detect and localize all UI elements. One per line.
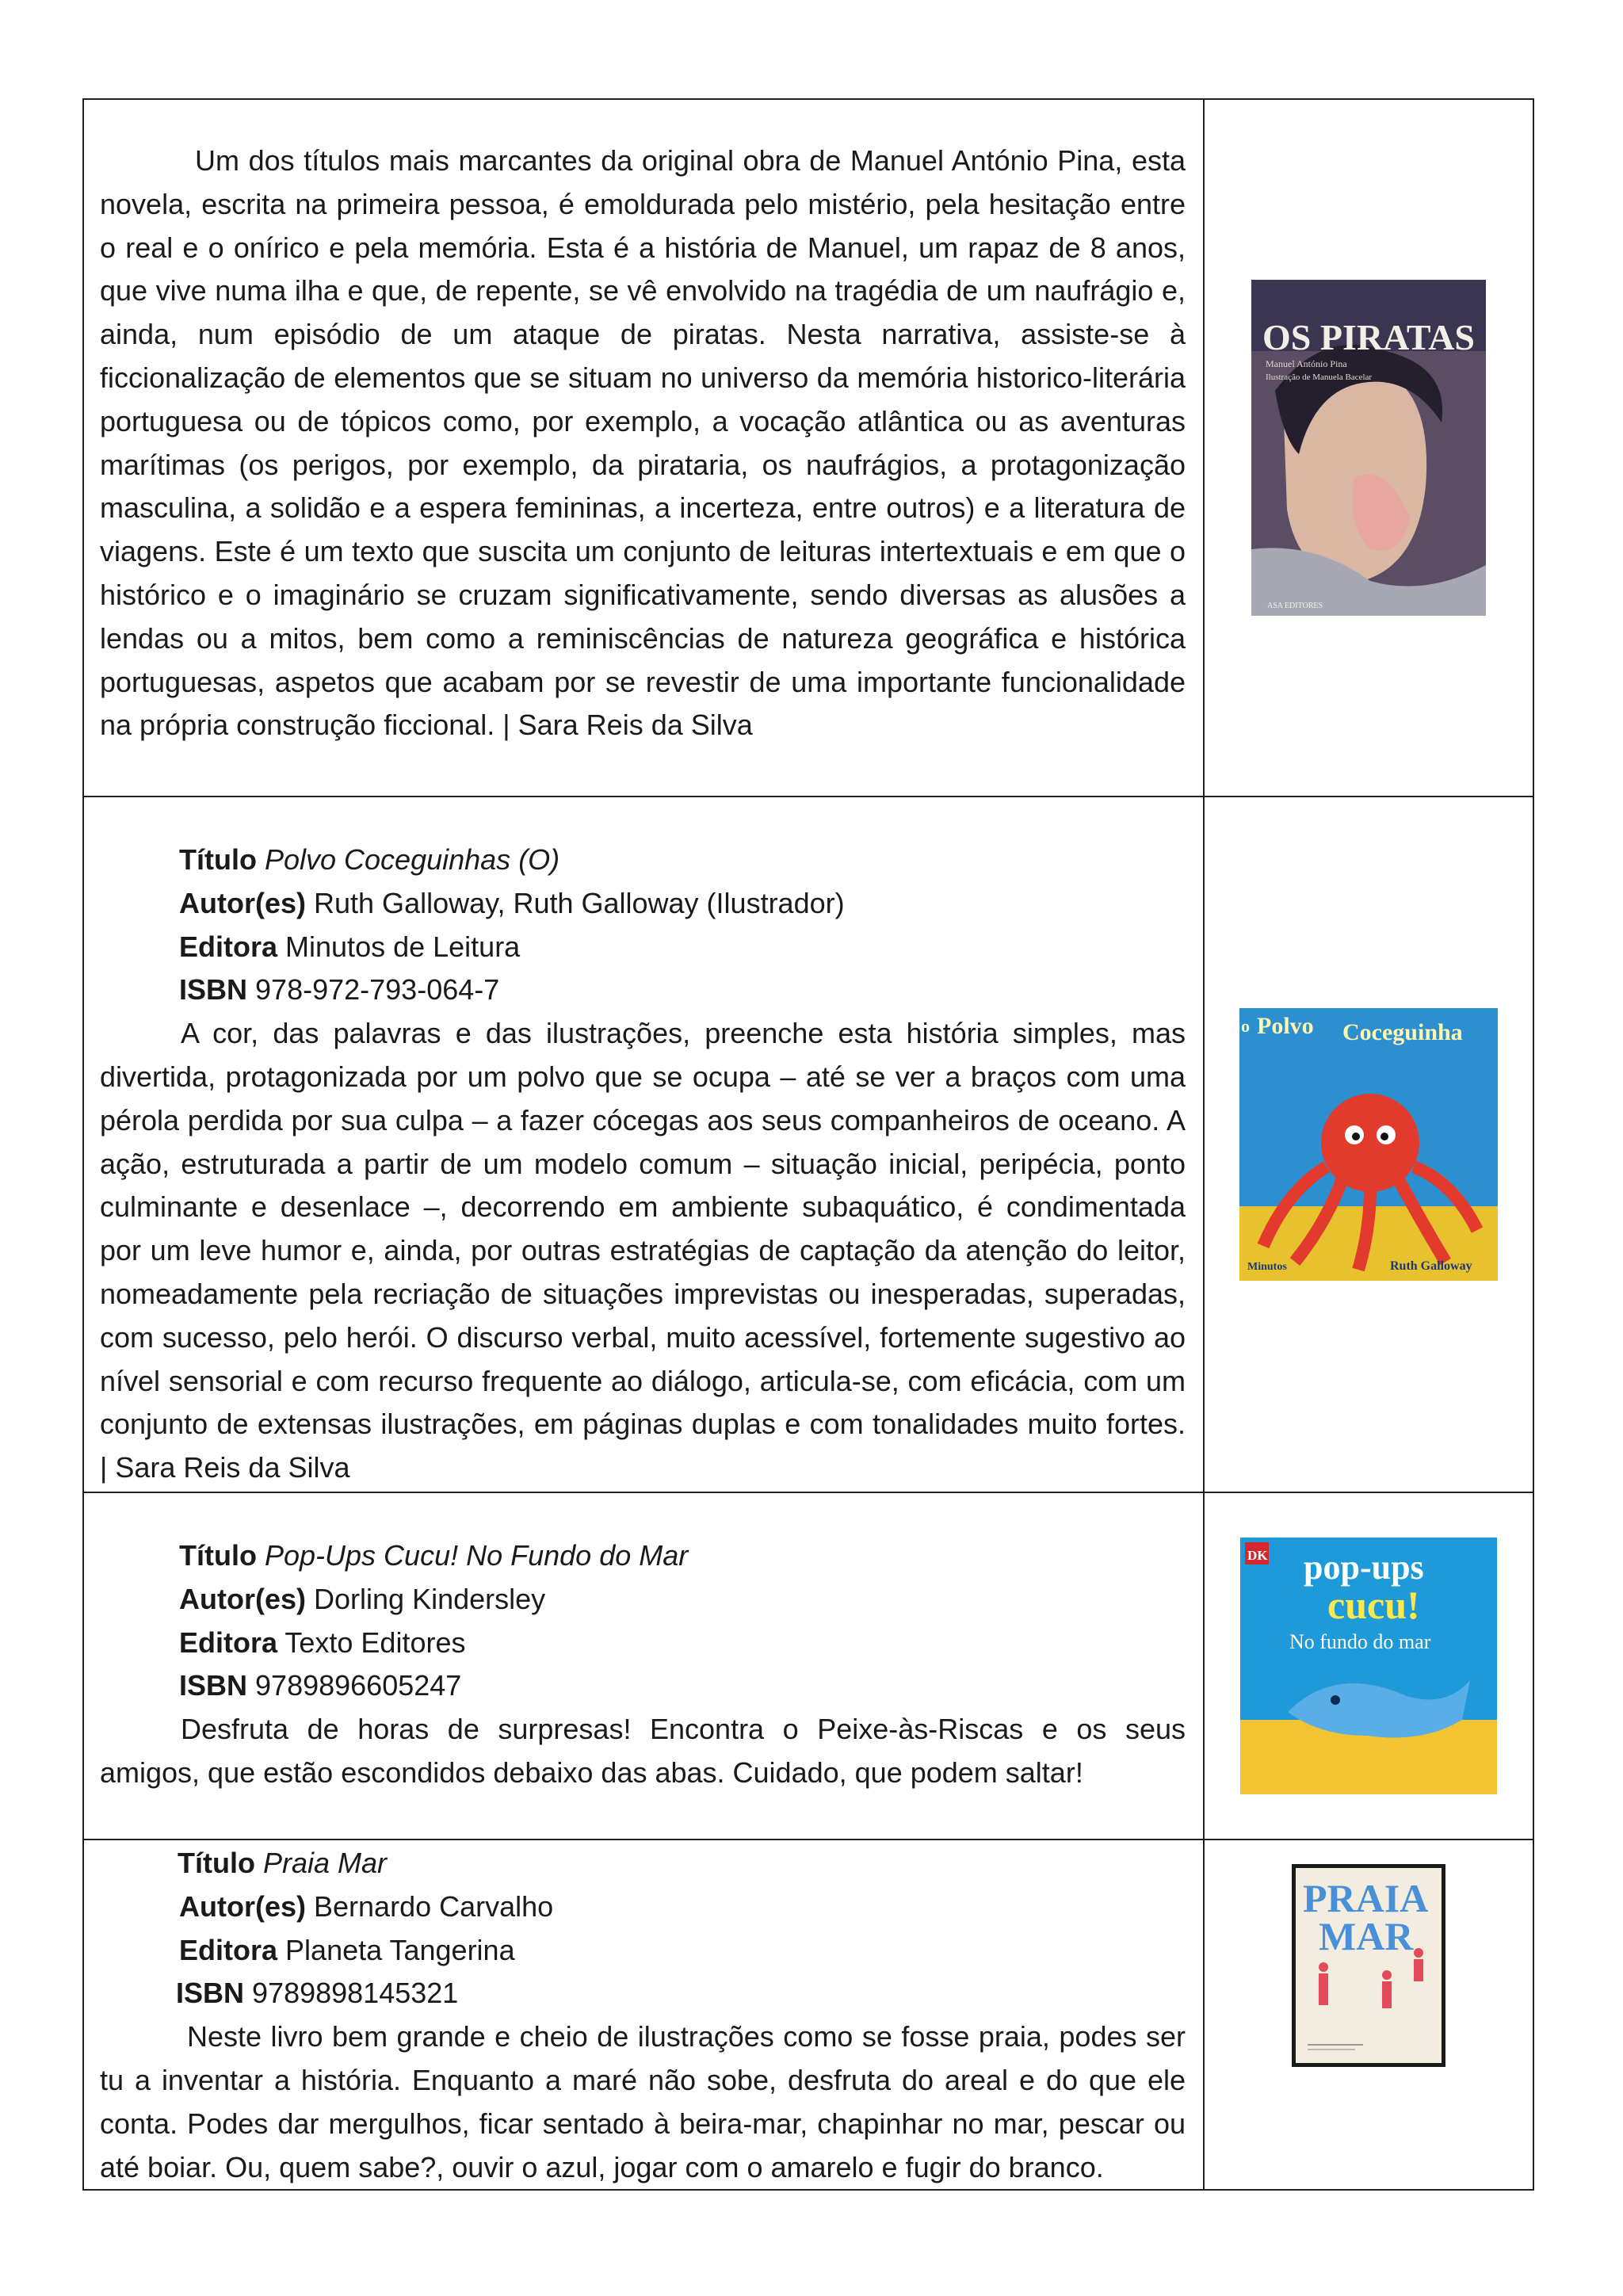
book-text-cell (84, 100, 1205, 796)
book-isbn: 9789898145321 (252, 1977, 459, 2010)
book-review: Neste livro bem grande e cheio de ilustrações como se fosse praia, podes ser tu a inventar a história. Enquanto a maré não sobe, desfruta do areal e do que ele conta. Podes dar mergulhos, ficar sentado à beira-mar, chapinhar no mar, pescar ou até boiar. Ou, quem sabe?, ouvir o azul, jogar com o amarelo e fugir do branco. (100, 2020, 1186, 2183)
book-meta-publisher (100, 926, 1186, 969)
cover-title-1: Polvo (1257, 1013, 1314, 1039)
book-meta-isbn (100, 1972, 1186, 2015)
cover-title-2: cucu! (1327, 1583, 1420, 1627)
label-isbn: ISBN (179, 973, 248, 1007)
book-review-table (82, 98, 1534, 2191)
label-publisher: Editora (179, 1933, 278, 1966)
label-title: Título (179, 1539, 257, 1572)
cover-title: OS PIRATAS (1262, 317, 1475, 357)
book-authors: Ruth Galloway, Ruth Galloway (Ilustrador) (314, 886, 845, 919)
label-authors: Autor(es) (179, 886, 306, 919)
book-cover-pop-ups-cucu (1240, 1538, 1497, 1794)
book-meta-isbn (100, 1664, 1186, 1708)
book-title: Praia Mar (262, 1847, 388, 1879)
book-row-pop-ups-cucu (84, 1492, 1533, 1839)
cover-title-2: MAR (1319, 1914, 1414, 1958)
book-review: Desfruta de horas de surpresas! Encontra o Peixe-às-Riscas e os seus amigos, que estão escondidos debaixo das abas. Cuidado, que podem saltar! (100, 1713, 1186, 1789)
book-cover-cell (1205, 1840, 1533, 2189)
book-publisher: Texto Editores (285, 1626, 466, 1659)
cover-publisher: ASA EDITORES (1267, 602, 1323, 610)
book-isbn: 9789896605247 (255, 1669, 462, 1702)
book-meta-title (100, 1842, 1186, 1885)
book-row-praia-mar (84, 1839, 1533, 2189)
book-meta-publisher (100, 1929, 1186, 1973)
cover-title-1: PRAIA (1303, 1876, 1429, 1920)
book-title: Pop-Ups Cucu! No Fundo do Mar (264, 1539, 689, 1572)
cover-author: Ruth Galloway (1390, 1259, 1472, 1273)
book-publisher: Planeta Tangerina (285, 1933, 515, 1966)
book-text-cell (84, 1493, 1205, 1839)
label-authors: Autor(es) (179, 1889, 306, 1923)
book-cover-polvo-coceguinhas (1239, 1008, 1498, 1281)
book-authors: Dorling Kindersley (314, 1582, 546, 1615)
book-cover-os-piratas (1251, 280, 1486, 616)
book-row-os-piratas (84, 100, 1533, 796)
book-review: A cor, das palavras e das ilustrações, preenche esta história simples, mas divertida, protagonizada por um polvo que se ocupa – até se ver a braços com uma pérola perdida por sua culpa – a fazer cócegas aos seus companheiros de oceano. A ação, estruturada a partir de um modelo comum – situação inicial, peripécia, ponto culminante e desenlace –, decorrendo em ambiente subaquático, é condimentada por um leve humor e, ainda, por outras estratégias de captação da atenção do leitor, nomeadamente pela recriação de situações imprevistas ou inesperadas, superadas, com sucesso, pelo herói. O discurso verbal, muito acessível, fortemente sugestivo ao nível sensorial e com recurso frequente ao diálogo, articula-se, com eficácia, com um conjunto de extensas ilustrações, em páginas duplas e com tonalidades muito fortes. | Sara Reis da Silva (100, 1017, 1186, 1484)
book-meta-title (100, 1534, 1186, 1578)
book-text-cell (84, 797, 1205, 1492)
label-publisher: Editora (179, 930, 278, 963)
book-publisher: Minutos de Leitura (285, 930, 521, 963)
cover-subtitle: No fundo do mar (1289, 1630, 1431, 1653)
cover-author: Manuel António Pina (1266, 358, 1347, 369)
book-meta-publisher (100, 1622, 1186, 1665)
cover-illustrator: Ilustração de Manuela Bacelar (1266, 372, 1373, 382)
cover-publisher: Minutos (1247, 1261, 1287, 1273)
book-meta-authors (100, 1885, 1186, 1929)
book-cover-cell (1205, 797, 1533, 1492)
label-isbn: ISBN (179, 1669, 248, 1702)
book-meta-authors (100, 882, 1186, 926)
book-meta-title (100, 839, 1186, 882)
label-isbn: ISBN (176, 1977, 245, 2010)
label-title: Título (179, 843, 257, 876)
book-cover-praia-mar (1292, 1864, 1445, 2067)
cover-title-2: Coceguinha (1342, 1019, 1463, 1045)
book-text-cell (84, 1840, 1205, 2189)
book-isbn: 978-972-793-064-7 (255, 973, 500, 1007)
book-authors: Bernardo Carvalho (314, 1889, 554, 1923)
label-title: Título (178, 1847, 255, 1879)
cover-logo: DK (1247, 1548, 1268, 1563)
cover-title-1: pop-ups (1304, 1548, 1424, 1587)
book-title: Polvo Coceguinhas (O) (264, 843, 560, 876)
book-review: Um dos títulos mais marcantes da original obra de Manuel António Pina, esta novela, escrita na primeira pessoa, é emoldurada pelo mistério, pela hesitação entre o real e o onírico e pela memória. Esta é a história de Manuel, um rapaz de 8 anos, que vive numa ilha e que, de repente, se vê envolvido na tragédia de um naufrágio e, ainda, num episódio de um ataque de piratas. Nesta narrativa, assiste-se à ficcionalização de elementos que se situam no universo da memória historico-literária portuguesa ou de tópicos como, por exemplo, a vocação atlântica ou as aventuras marítimas (os perigos, por exemplo, da pirataria, os naufrágios, a protagonização masculina, a solidão e a espera femininas, a incerteza, entre outros) e a literatura de viagens. Este é um texto que suscita um conjunto de leituras intertextuais e em que o histórico e o imaginário se cruzam significativamente, sendo diversas as alusões a lendas ou a mitos, bem como a reminiscências de natureza geográfica e histórica portuguesas, aspetos que acabam por se revestir de uma importante funcionalidade na própria construção ficcional. | Sara Reis da Silva (100, 144, 1186, 742)
cover-title-small: o (1241, 1016, 1250, 1036)
book-cover-cell (1205, 100, 1533, 796)
book-row-polvo-coceguinhas (84, 796, 1533, 1492)
label-authors: Autor(es) (179, 1582, 306, 1615)
book-cover-cell (1205, 1493, 1533, 1839)
book-meta-authors (100, 1578, 1186, 1622)
label-publisher: Editora (179, 1626, 278, 1659)
book-meta-isbn (100, 968, 1186, 1012)
